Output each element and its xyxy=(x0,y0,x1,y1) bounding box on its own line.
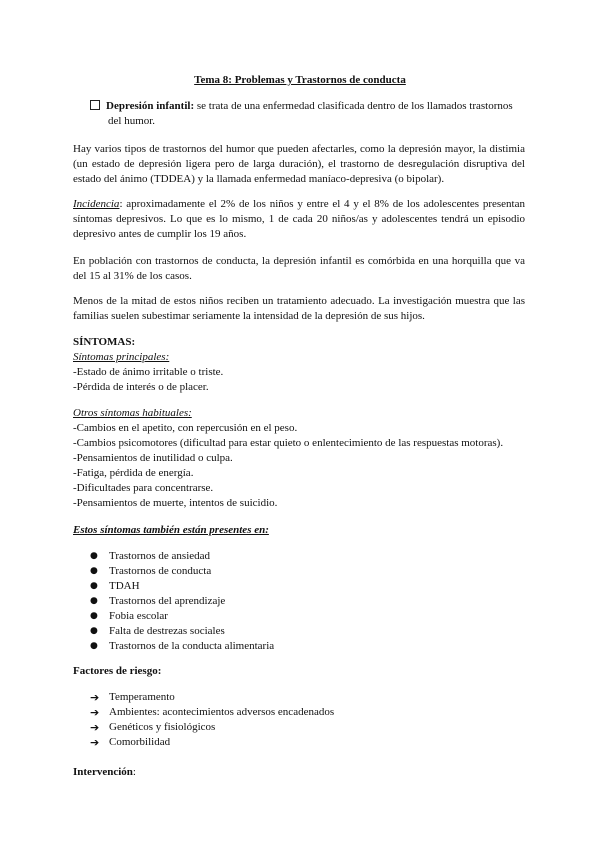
bullet-icon: ● xyxy=(90,641,98,651)
paragraph-comorbilidad: En población con trastornos de conducta, la depresión infantil es comórbida en una horquilla que va del 15 al 31% de los casos. xyxy=(73,255,525,282)
bullet-icon: ● xyxy=(90,566,98,576)
sintomas-heading: SÍNTOMAS: xyxy=(73,336,136,348)
factores-list xyxy=(90,690,334,750)
bullet-icon: ● xyxy=(90,581,98,591)
list-item: ➔ Temperamento xyxy=(90,691,175,704)
otros-sintomas-label: Otros síntomas habituales: xyxy=(73,407,192,419)
otro-sintoma-item: -Cambios psicomotores (dificultad para estar quieto o enlentecimiento de las respuestas motoras). xyxy=(73,437,504,449)
factores-heading-row xyxy=(73,664,543,679)
page-title: Tema 8: Problemas y Trastornos de conducta xyxy=(194,74,406,86)
otros-sintomas-section xyxy=(73,406,543,511)
bullet-icon: ● xyxy=(90,626,98,636)
checkbox[interactable] xyxy=(90,100,100,110)
sintoma-principal-item: -Pérdida de interés o de placer. xyxy=(73,381,209,393)
otro-sintoma-item: -Dificultades para concentrarse. xyxy=(73,482,214,494)
incidencia-text: : aproximadamente el 2% de los niños y entre el 4 y el 8% de los adolescentes presentan síntomas depresivos. Lo que es lo mismo, 1 de cada 20 niños/as y adolescentes tendrá un episodio depresivo antes de cumplir los 19 años. xyxy=(73,198,525,240)
paragraph-tratamiento: Menos de la mitad de estos niños reciben un tratamiento adecuado. La investigación muestra que las familias suelen subestimar seriamente la intensidad de la depresión de sus hijos. xyxy=(73,295,525,322)
bullet-icon: ● xyxy=(90,551,98,561)
term-depresion-infantil: Depresión infantil: xyxy=(106,100,195,112)
list-item: ● Trastornos de conducta xyxy=(90,565,212,577)
list-item: ● TDAH xyxy=(90,580,140,592)
paragraph-tipos-trastornos: Hay varios tipos de trastornos del humor que pueden afectarles, como la depresión mayor, la distimia (un estado de depresión ligera pero de larga duración), el trastorno de desregulación disruptiva del estado del ánimo (TDDEA) y la llamada enfermedad maníaco-depresiva (o bipolar). xyxy=(73,143,525,185)
bullet-icon: ● xyxy=(90,611,98,621)
list-item: ➔ Genéticos y fisiológicos xyxy=(90,721,216,734)
arrow-right-icon: ➔ xyxy=(90,736,100,749)
list-item: ● Trastornos del aprendizaje xyxy=(90,595,226,607)
otro-sintoma-item: -Fatiga, pérdida de energía. xyxy=(73,467,194,479)
presentes-label: Estos síntomas también están presentes en: xyxy=(73,524,269,536)
checklist-item-depresion xyxy=(90,99,530,129)
definition-line-1: se trata de una enfermedad clasificada dentro de los llamados trastornos xyxy=(194,100,513,112)
intervencion-heading: Intervención xyxy=(73,766,133,778)
intervencion-heading-row xyxy=(73,765,543,780)
otro-sintoma-item: -Pensamientos de muerte, intentos de suicidio. xyxy=(73,497,278,509)
otro-sintoma-item: -Cambios en el apetito, con repercusión en el peso. xyxy=(73,422,298,434)
list-item: ● Trastornos de ansiedad xyxy=(90,550,211,562)
paragraph-incidencia xyxy=(73,197,525,242)
otro-sintoma-item: -Pensamientos de inutilidad o culpa. xyxy=(73,452,233,464)
definition-line-2: del humor. xyxy=(108,115,156,127)
sintomas-section xyxy=(73,335,543,395)
list-item: ➔ Ambientes: acontecimientos adversos encadenados xyxy=(90,706,335,719)
intervencion-colon: : xyxy=(132,766,136,778)
list-item: ➔ Comorbilidad xyxy=(90,736,171,749)
arrow-right-icon: ➔ xyxy=(90,721,100,734)
sintomas-principales-label: Síntomas principales: xyxy=(73,351,170,363)
bullet-icon: ● xyxy=(90,596,98,606)
list-item: ● Fobia escolar xyxy=(90,610,168,622)
factores-heading: Factores de riesgo: xyxy=(73,665,162,677)
sintoma-principal-item: -Estado de ánimo irritable o triste. xyxy=(73,366,224,378)
presentes-label-row xyxy=(73,523,543,538)
arrow-right-icon: ➔ xyxy=(90,706,100,719)
arrow-right-icon: ➔ xyxy=(90,691,100,704)
list-item: ● Trastornos de la conducta alimentaria xyxy=(90,640,275,652)
incidencia-label: Incidencia xyxy=(73,198,120,210)
list-item: ● Falta de destrezas sociales xyxy=(90,625,225,637)
presentes-list xyxy=(90,549,274,654)
